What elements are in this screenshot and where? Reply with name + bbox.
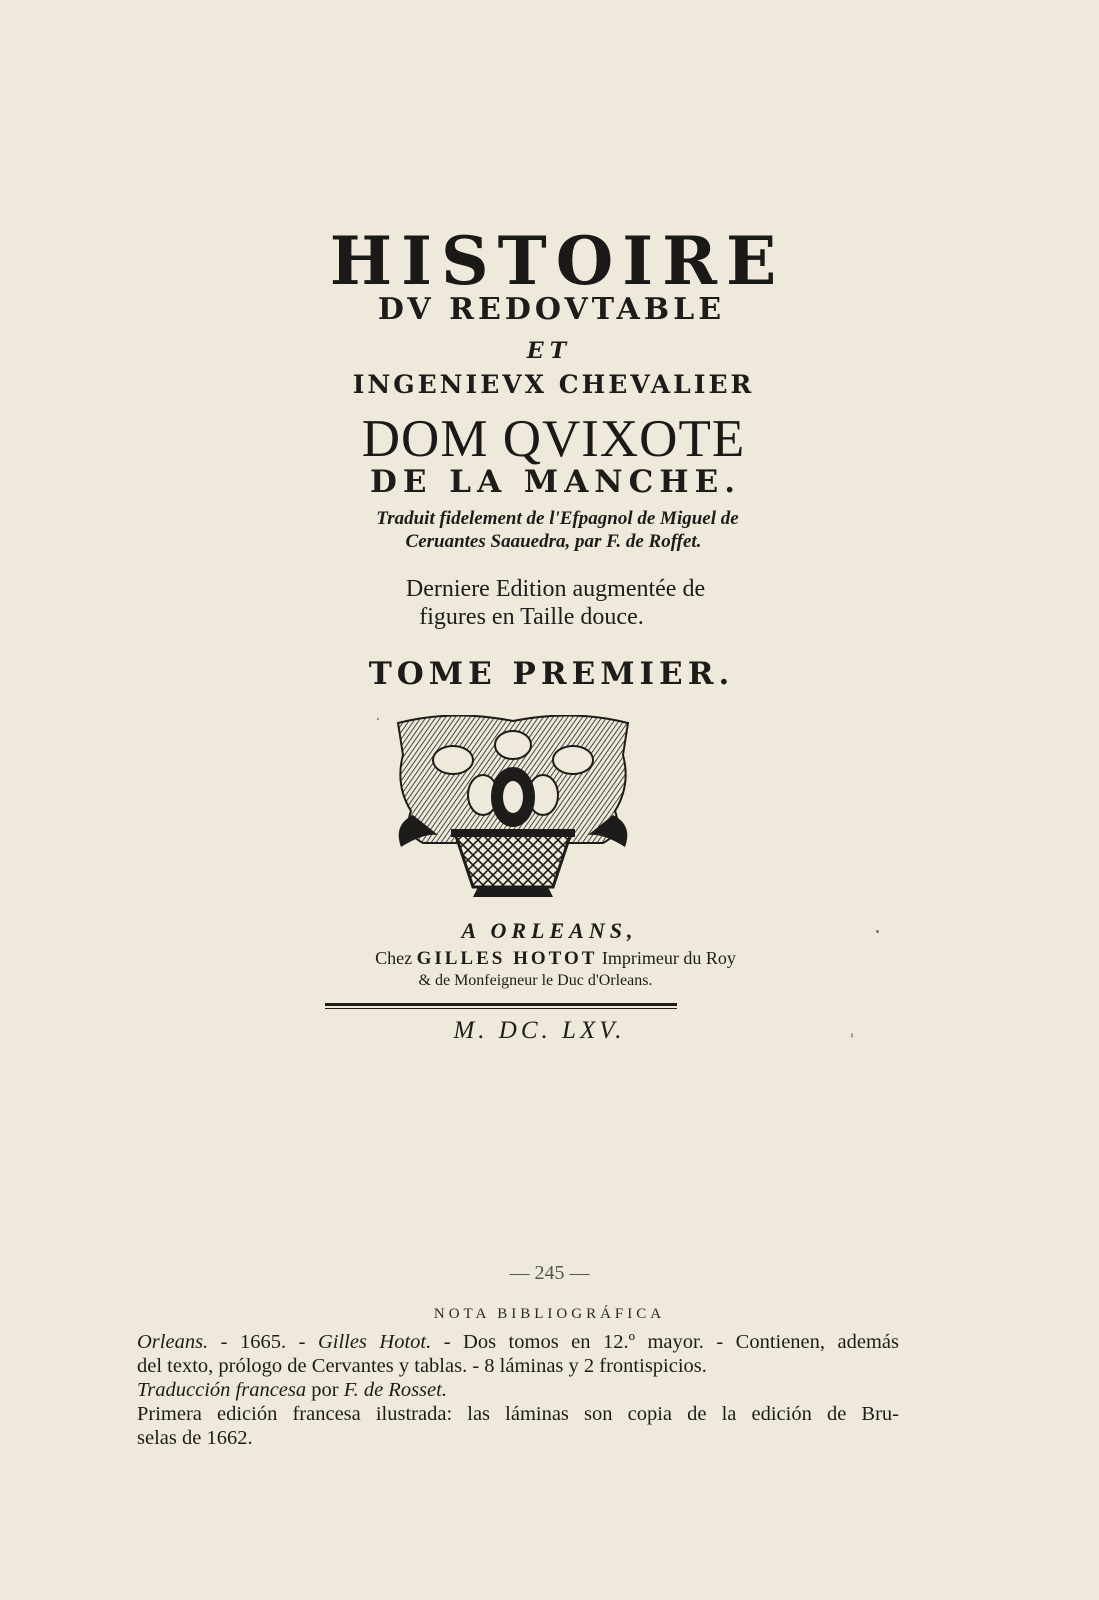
- imprint-chez: Chez: [375, 948, 413, 968]
- paper-speck: [876, 930, 879, 933]
- nota-year: - 1665. -: [208, 1331, 318, 1353]
- nota-line-4: Primera edición francesa ilustrada: las láminas son copia de la edición de Bru-: [137, 1403, 899, 1425]
- title-manche: DE LA MANCHE.: [369, 464, 742, 500]
- paper-speck: [851, 1033, 853, 1038]
- nota-body: [137, 1330, 899, 1450]
- translation-line-1: Traduit fidelement de l'Efpagnol de Miguel de: [376, 508, 739, 529]
- imprint-printer-title: Imprimeur du Roy: [601, 948, 736, 968]
- imprint-printer: [6, 948, 1099, 970]
- nota-translator: F. de Rosset.: [343, 1379, 447, 1401]
- title-ingenieux: INGENIEVX CHEVALIER: [352, 370, 755, 399]
- title-histoire: HISTOIRE: [329, 222, 786, 300]
- paper-speck: [377, 718, 379, 720]
- nota-line-5: selas de 1662.: [137, 1427, 253, 1449]
- imprint-year: M. DC. LXV.: [453, 1017, 626, 1044]
- nota-city: Orleans.: [137, 1331, 209, 1353]
- nota-por: por: [306, 1379, 344, 1401]
- imprint-printer-name: GILLES HOTOT: [416, 948, 598, 969]
- nota-line-1-rest: - Dos tomos en 12.º mayor. - Contienen, además: [431, 1331, 899, 1353]
- imprint-line-2: & de Monfeigneur le Duc d'Orleans.: [418, 972, 653, 989]
- translation-line-2: Ceruantes Saauedra, par F. de Roffet.: [405, 531, 702, 552]
- title-redoutable: DV REDOVTABLE: [377, 292, 726, 327]
- nota-line-3: [137, 1378, 899, 1402]
- title-dom-quixote: DOM QVIXOTE: [361, 410, 746, 468]
- nota-line-2: del texto, prólogo de Cervantes y tablas. - 8 láminas y 2 frontispicios.: [137, 1355, 707, 1377]
- page-number: — 245 —: [509, 1262, 590, 1284]
- edition-line-2: figures en Taille douce.: [419, 604, 644, 630]
- imprint-place: A ORLEANS,: [461, 918, 638, 943]
- tome-label: TOME PREMIER.: [368, 656, 735, 692]
- nota-printer: Gilles Hotot.: [317, 1331, 432, 1353]
- edition-line-1: Derniere Edition augmentée de: [405, 576, 706, 602]
- nota-heading: NOTA BIBLIOGRÁFICA: [433, 1306, 666, 1322]
- flower-basket-woodcut-icon: [393, 715, 633, 905]
- title-et: ET: [526, 338, 573, 364]
- nota-line-1: [137, 1330, 899, 1354]
- nota-translation-label: Traducción francesa: [137, 1379, 307, 1401]
- imprint-rule: [325, 1003, 677, 1006]
- imprint-rule-thin: [325, 1008, 677, 1009]
